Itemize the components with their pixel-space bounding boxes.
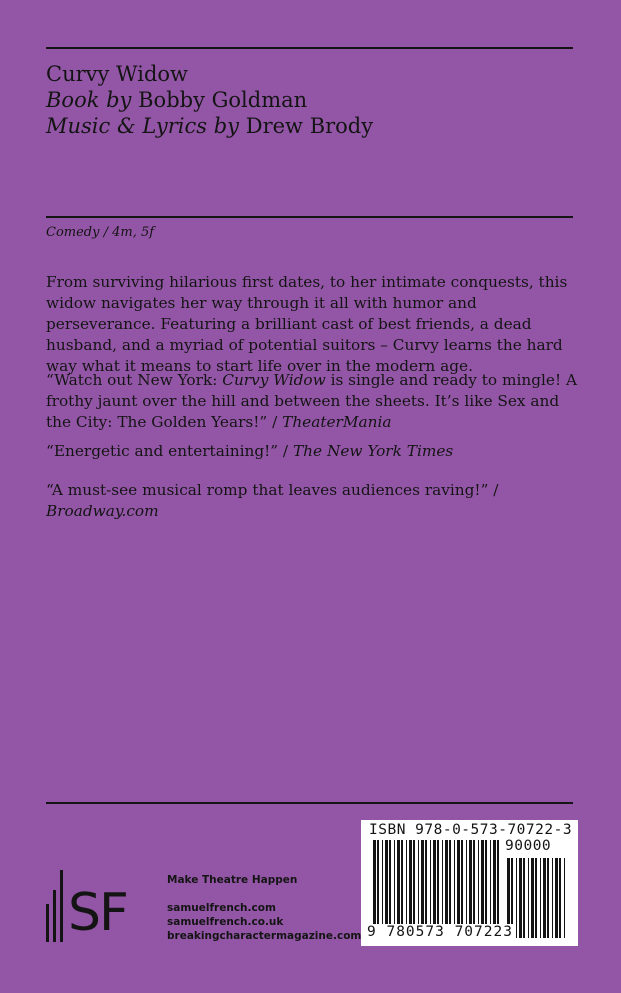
synopsis: From surviving hilarious first dates, to her intimate conquests, this widow navigates her way through it all with humor and perseverance. Featuring a brilliant cast of best friends, a dead husband, and a myriad of potential suitors – Curvy learns the hard way what it means to start life over in the modern age. (46, 273, 568, 375)
link-breakingcharacter: breakingcharactermagazine.com (167, 930, 362, 942)
link-samuelfrench-co-uk: samuelfrench.co.uk (167, 916, 284, 928)
quote-source: The New York Times (292, 442, 454, 460)
bottom-rule (46, 802, 573, 804)
quote-title: Curvy Widow (222, 371, 326, 389)
genre-rule (46, 216, 573, 218)
review-quote: “Energetic and entertaining!” / The New York Times (46, 442, 454, 460)
music-credit (46, 113, 373, 139)
publisher-links (167, 901, 361, 943)
price-code: 90000 (505, 838, 552, 854)
ean-digits: 9 780573 707223 (367, 924, 513, 940)
book-title: Curvy Widow (46, 62, 189, 86)
book-author: Bobby Goldman (138, 88, 308, 112)
title-block (46, 61, 373, 139)
link-samuelfrench-com: samuelfrench.com (167, 902, 276, 914)
book-credit (46, 87, 373, 113)
review-quote: “Watch out New York: Curvy Widow is single and ready to mingle! A frothy jaunt over the hill and between the sheets. It’s like Sex and the City: The Golden Years!” / TheaterMania (46, 371, 578, 431)
isbn-label: ISBN 978-0-573-70722-3 (369, 822, 573, 838)
publisher-tagline: Make Theatre Happen (167, 874, 298, 886)
quote-source: Broadway.com (46, 502, 159, 520)
publisher-logo (46, 870, 146, 942)
book-prefix: Book by (46, 88, 132, 112)
music-author: Drew Brody (245, 114, 374, 138)
barcode (361, 820, 578, 946)
top-rule (46, 47, 573, 49)
review-quote: “A must-see musical romp that leaves audiences raving!” / Broadway.com (46, 481, 499, 520)
logo-text: SF (68, 883, 127, 943)
music-prefix: Music & Lyrics by (46, 114, 240, 138)
genre-label: Comedy / 4m, 5f (46, 225, 155, 240)
quote-source: TheaterMania (282, 413, 392, 431)
